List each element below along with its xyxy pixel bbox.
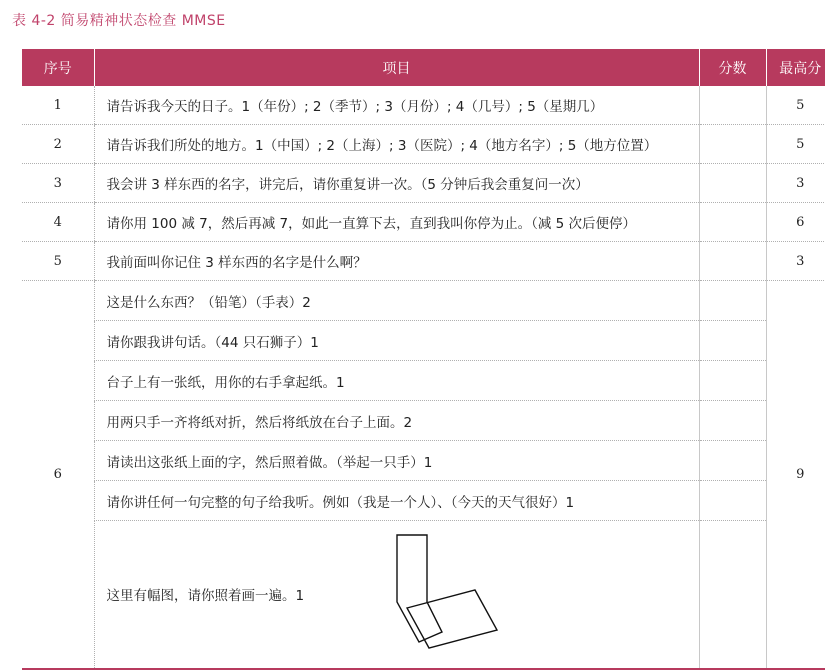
row-number: 4	[22, 203, 94, 242]
header-item: 项目	[94, 49, 699, 86]
table-row	[22, 203, 825, 242]
table-row	[22, 401, 825, 441]
table-row	[22, 164, 825, 203]
score-cell[interactable]	[699, 281, 766, 321]
table-row	[22, 481, 825, 521]
score-cell[interactable]	[699, 361, 766, 401]
row-max: 9	[766, 281, 825, 670]
table-row	[22, 441, 825, 481]
overlapping-shapes-figure	[387, 530, 527, 660]
score-cell[interactable]	[699, 203, 766, 242]
table-caption: 表 4-2 简易精神状态检查 MMSE	[12, 13, 226, 29]
row-item: 请你跟我讲句话。（44 只石狮子）1	[94, 321, 699, 361]
figure-shape-bent	[397, 535, 442, 642]
mmse-table	[22, 49, 825, 670]
row-item-figure	[94, 521, 699, 670]
row-item: 请告诉我今天的日子。1（年份）; 2（季节）; 3（月份）; 4（几号）; 5（星期几）	[94, 86, 699, 125]
header-score: 分数	[699, 49, 766, 86]
score-cell[interactable]	[699, 242, 766, 281]
table-row	[22, 281, 825, 321]
score-cell[interactable]	[699, 125, 766, 164]
header-max: 最高分	[766, 49, 825, 86]
row-item: 我会讲 3 样东西的名字，讲完后，请你重复讲一次。（5 分钟后我会重复问一次）	[94, 164, 699, 203]
score-cell[interactable]	[699, 164, 766, 203]
row-max: 3	[766, 164, 825, 203]
row-number: 3	[22, 164, 94, 203]
header-no: 序号	[22, 49, 94, 86]
table-row	[22, 125, 825, 164]
row-number: 1	[22, 86, 94, 125]
score-cell[interactable]	[699, 481, 766, 521]
table-row	[22, 361, 825, 401]
score-cell[interactable]	[699, 521, 766, 670]
row-item: 请读出这张纸上面的字，然后照着做。（举起一只手）1	[94, 441, 699, 481]
row-item: 这是什么东西？（铅笔）（手表）2	[94, 281, 699, 321]
header-row	[22, 49, 825, 86]
figure-shape-rect	[407, 590, 497, 648]
score-cell[interactable]	[699, 321, 766, 361]
row-max: 5	[766, 86, 825, 125]
row-number: 2	[22, 125, 94, 164]
score-cell[interactable]	[699, 86, 766, 125]
table-row	[22, 521, 825, 670]
row-item: 我前面叫你记住 3 样东西的名字是什么啊？	[94, 242, 699, 281]
row-item: 请你讲任何一句完整的句子给我听。例如（我是一个人）、（今天的天气很好）1	[94, 481, 699, 521]
row-max: 6	[766, 203, 825, 242]
row-number: 5	[22, 242, 94, 281]
score-cell[interactable]	[699, 401, 766, 441]
row-item: 台子上有一张纸，用你的右手拿起纸。1	[94, 361, 699, 401]
table-row	[22, 242, 825, 281]
row-item: 请告诉我们所处的地方。1（中国）; 2（上海）; 3（医院）; 4（地方名字）; 5（地方位置）	[94, 125, 699, 164]
row-max: 5	[766, 125, 825, 164]
score-cell[interactable]	[699, 441, 766, 481]
figure-instruction: 这里有幅图，请你照着画一遍。1	[106, 588, 305, 604]
row-item: 用两只手一齐将纸对折，然后将纸放在台子上面。2	[94, 401, 699, 441]
row-number: 6	[22, 281, 94, 670]
table-row	[22, 321, 825, 361]
row-max: 3	[766, 242, 825, 281]
row-item: 请你用 100 减 7，然后再减 7，如此一直算下去，直到我叫你停为止。（减 5 次后便停）	[94, 203, 699, 242]
table-row	[22, 86, 825, 125]
